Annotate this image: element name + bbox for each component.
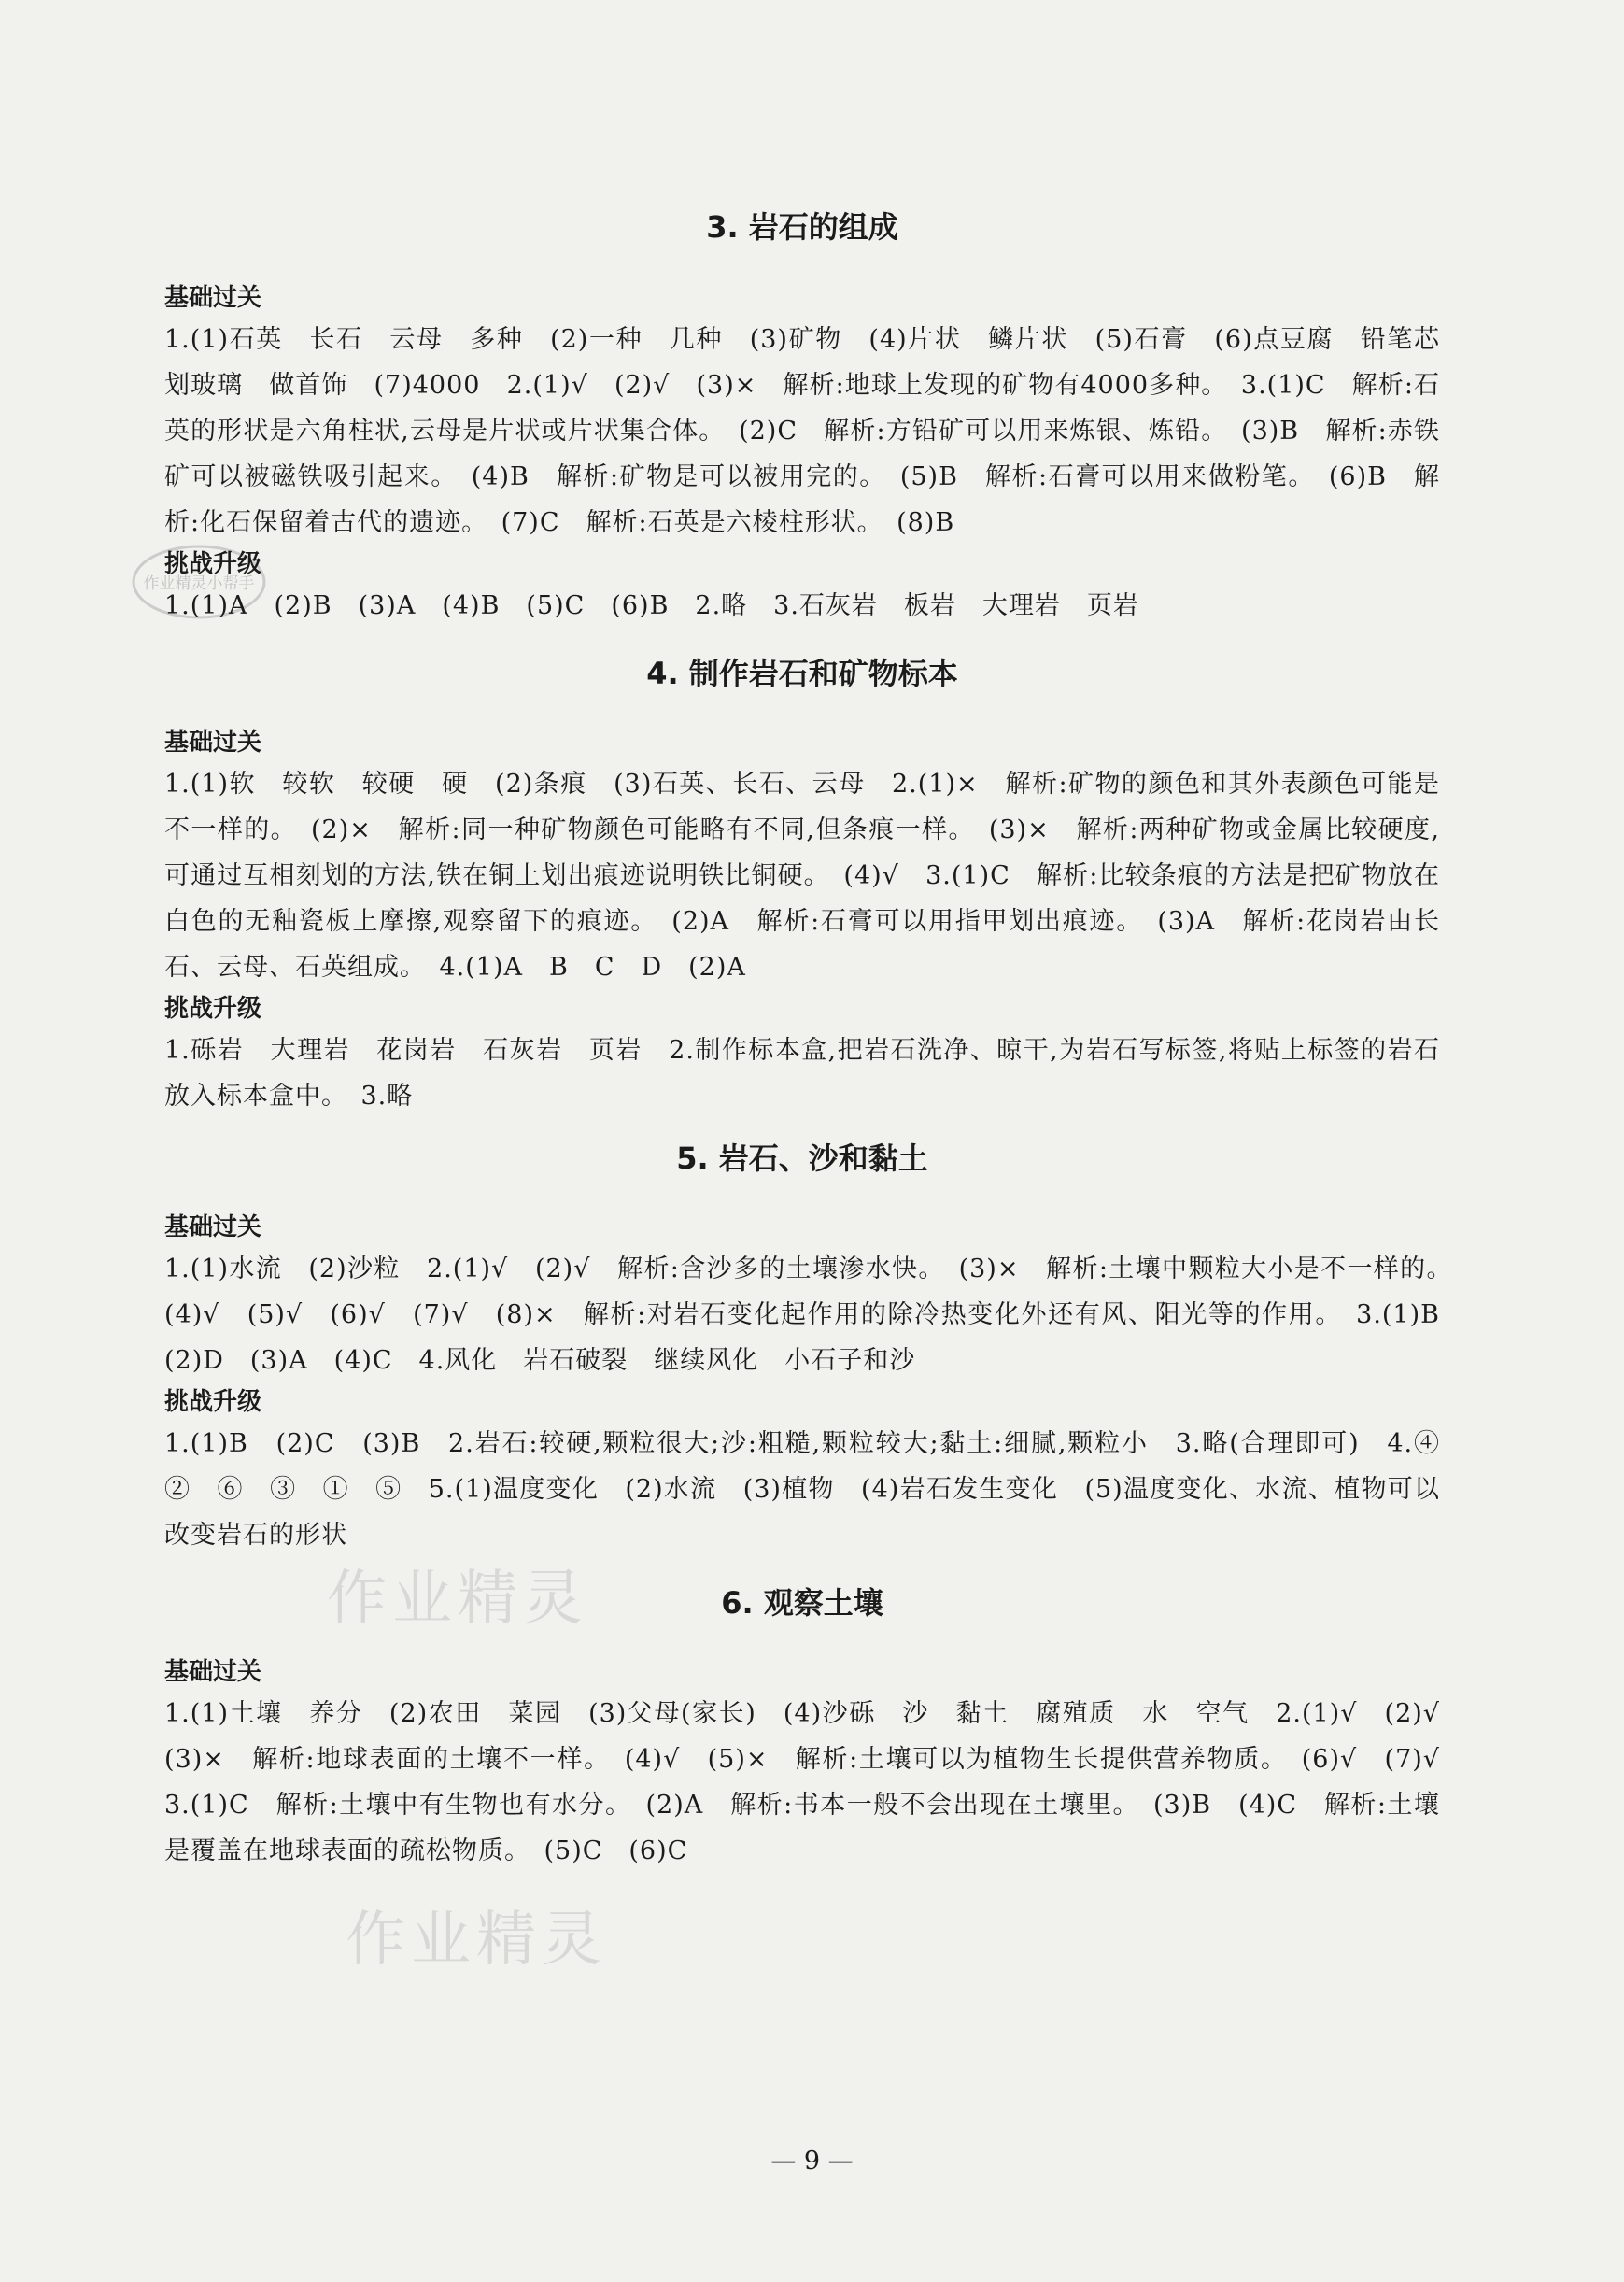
challenge-answers: 1.砾岩 大理岩 花岗岩 石灰岩 页岩 2.制作标本盒,把岩石洗净、晾干,为岩石写标签,将贴上标签的岩石放入标本盒中。 3.略	[164, 1036, 1440, 1111]
basic-heading: 基础过关	[164, 1658, 262, 1686]
challenge-heading: 挑战升级	[164, 550, 262, 578]
section-title: 6. 观察土壤	[721, 1585, 883, 1621]
section-6	[164, 1577, 1466, 1874]
challenge-heading: 挑战升级	[164, 1388, 262, 1416]
section-4	[164, 647, 1440, 1119]
challenge-answers: 1.(1)B (2)C (3)B 2.岩石:较硬,颗粒很大;沙:粗糙,颗粒较大;黏土:细腻,颗粒小 3.略(合理即可) 4.④ ② ⑥ ③ ① ⑤ 5.(1)温度变化 (2)水流 (3)植物 (4)岩石发生变化 (5)温度变化、水流、植物可以改变岩石的形状	[164, 1429, 1466, 1550]
section-title: 3. 岩石的组成	[706, 209, 898, 245]
basic-heading: 基础过关	[164, 1213, 262, 1241]
watermark-text-1: 作业精灵	[327, 1565, 588, 1634]
page-content	[164, 201, 1466, 1874]
challenge-heading: 挑战升级	[164, 995, 262, 1023]
page-number: — 9 —	[770, 2147, 854, 2176]
basic-heading: 基础过关	[164, 729, 262, 757]
watermark-text-2: 作业精灵	[346, 1906, 607, 1975]
section-5	[164, 1132, 1466, 1558]
basic-answers: 1.(1)水流 (2)沙粒 2.(1)√ (2)√ 解析:含沙多的土壤渗水快。 (3)× 解析:土壤中颗粒大小是不一样的。 (4)√ (5)√ (6)√ (7)√ (8)× 解析:对岩石变化起作用的除冷热变化外还有风、阳光等的作用。 3.(1)B (2)D (3)A (4)C 4.风化 岩石破裂 继续风化 小石子和沙	[164, 1254, 1466, 1375]
section-title: 5. 岩石、沙和黏土	[676, 1141, 928, 1176]
basic-answers: 1.(1)石英 长石 云母 多种 (2)一种 几种 (3)矿物 (4)片状 鳞片状 (5)石膏 (6)点豆腐 铅笔芯 划玻璃 做首饰 (7)4000 2.(1)√ (2)√ (3)× 解析:地球上发现的矿物有4000多种。 3.(1)C 解析:石英的形状是六角柱状,云母是片状或片状集合体。 (2)C 解析:方铅矿可以用来炼银、炼铅。 (3)B 解析:赤铁矿可以被磁铁吸引起来。 (4)B 解析:矿物是可以被用完的。 (5)B 解析:石膏可以用来做粉笔。 (6)B 解析:化石保留着古代的遗迹。 (7)C 解析:石英是六棱柱形状。 (8)B	[164, 325, 1466, 537]
basic-answers: 1.(1)土壤 养分 (2)农田 菜园 (3)父母(家长) (4)沙砾 沙 黏土 腐殖质 水 空气 2.(1)√ (2)√ (3)× 解析:地球表面的土壤不一样。 (4)√ (5)× 解析:土壤可以为植物生长提供营养物质。 (6)√ (7)√ 3.(1)C 解析:土壤中有生物也有水分。 (2)A 解析:书本一般不会出现在土壤里。 (3)B (4)C 解析:土壤是覆盖在地球表面的疏松物质。 (5)C (6)C	[164, 1699, 1466, 1865]
watermark-stamp-text: 作业精灵小帮手	[143, 574, 255, 593]
basic-answers: 1.(1)软 较软 较硬 硬 (2)条痕 (3)石英、长石、云母 2.(1)× 解析:矿物的颜色和其外表颜色可能是不一样的。 (2)× 解析:同一种矿物颜色可能略有不同,但条痕一样。 (3)× 解析:两种矿物或金属比较硬度,可通过互相刻划的方法,铁在铜上划出痕迹说明铁比铜硬。 (4)√ 3.(1)C 解析:比较条痕的方法是把矿物放在白色的无釉瓷板上摩擦,观察留下的痕迹。 (2)A 解析:石膏可以用指甲划出痕迹。 (3)A 解析:花岗岩由长石、云母、石英组成。 4.(1)A B C D (2)A	[164, 770, 1440, 982]
section-3	[164, 201, 1466, 629]
section-title: 4. 制作岩石和矿物标本	[646, 656, 958, 691]
challenge-answers: 1.(1)A (2)B (3)A (4)B (5)C (6)B 2.略 3.石灰岩 板岩 大理岩 页岩	[164, 591, 1139, 620]
basic-heading: 基础过关	[164, 284, 262, 312]
